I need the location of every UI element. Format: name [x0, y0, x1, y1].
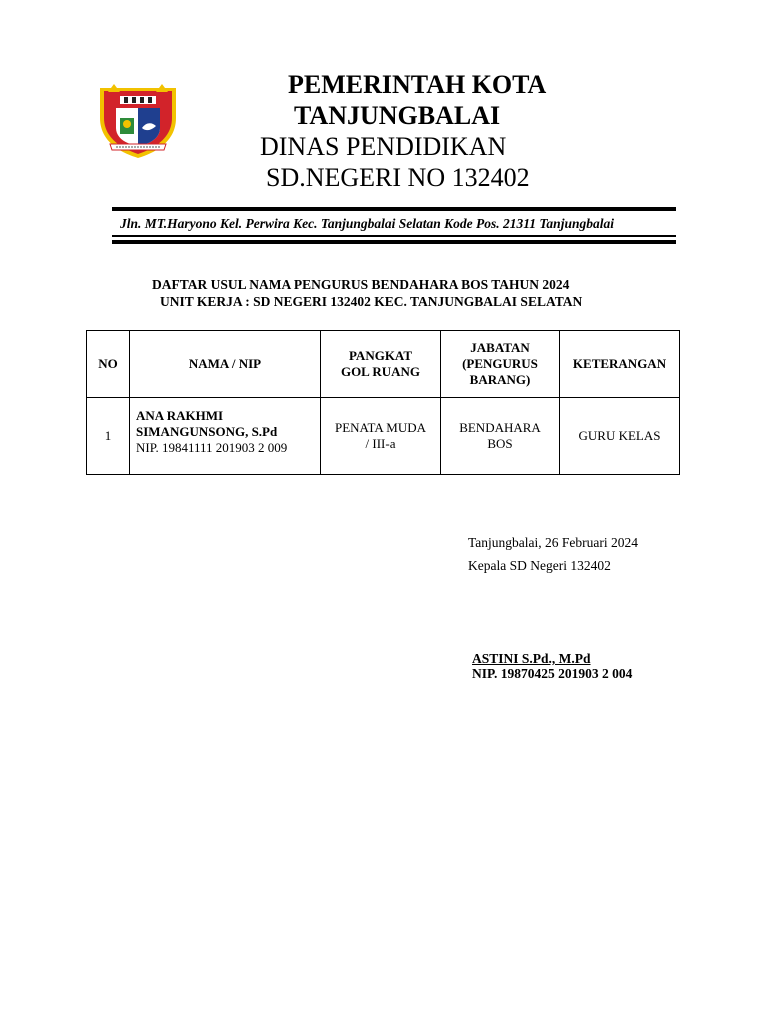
- header-nama: NAMA / NIP: [130, 331, 321, 398]
- cell-jabatan: [441, 398, 560, 475]
- header-pangkat-line: PANGKAT: [348, 348, 413, 363]
- jabatan-line: BOS: [487, 436, 513, 451]
- doc-title: DAFTAR USUL NAMA PENGURUS BENDAHARA BOS TAHUN 2024: [152, 277, 570, 292]
- signature-name: ASTINI S.Pd., M.Pd: [472, 651, 591, 666]
- kop-line-1: PEMERINTAH KOTA: [288, 70, 547, 99]
- kop-line-3: DINAS PENDIDIKAN: [260, 132, 507, 161]
- cell-nama: [130, 398, 321, 475]
- header-keterangan: KETERANGAN: [560, 331, 680, 398]
- nama-line: SIMANGUNSONG, S.Pd: [136, 424, 278, 439]
- header-no: NO: [87, 331, 130, 398]
- school-address: Jln. MT.Haryono Kel. Perwira Kec. Tanjungbalai Selatan Kode Pos. 21311 Tanjungbalai: [120, 216, 614, 231]
- header-rule-thin: [112, 235, 676, 237]
- signature-place-date: Tanjungbalai, 26 Februari 2024: [468, 535, 639, 550]
- pangkat-line: / III-a: [365, 436, 396, 451]
- header-pangkat-line: GOL RUANG: [340, 364, 421, 379]
- cell-pangkat: [321, 398, 441, 475]
- header-jabatan-line: JABATAN: [470, 340, 530, 355]
- header-jabatan-line: BARANG): [469, 372, 531, 387]
- header-rule-top: [112, 207, 676, 211]
- city-crest-logo: [94, 78, 182, 160]
- header-rule-bottom: [112, 240, 676, 244]
- jabatan-line: BENDAHARA: [459, 420, 541, 435]
- header-jabatan-line: (PENGURUS: [462, 356, 538, 371]
- city-crest-icon: [94, 78, 182, 160]
- nip-line: NIP. 19841111 201903 2 009: [136, 440, 288, 455]
- kop-line-4: SD.NEGERI NO 132402: [266, 163, 530, 192]
- nama-line: ANA RAKHMI: [136, 408, 224, 423]
- table-row: [87, 398, 680, 475]
- signature-position: Kepala SD Negeri 132402: [468, 558, 611, 573]
- cell-keterangan: GURU KELAS: [560, 398, 680, 475]
- signature-nip: NIP. 19870425 201903 2 004: [472, 666, 633, 681]
- header-jabatan: [441, 331, 560, 398]
- table-header-row: [87, 331, 680, 398]
- header-pangkat: [321, 331, 441, 398]
- cell-no: 1: [87, 398, 130, 475]
- doc-subtitle: UNIT KERJA : SD NEGERI 132402 KEC. TANJUNGBALAI SELATAN: [160, 294, 583, 309]
- pengurus-table: [86, 330, 680, 475]
- kop-line-2: TANJUNGBALAI: [294, 101, 501, 130]
- pangkat-line: PENATA MUDA: [334, 420, 427, 435]
